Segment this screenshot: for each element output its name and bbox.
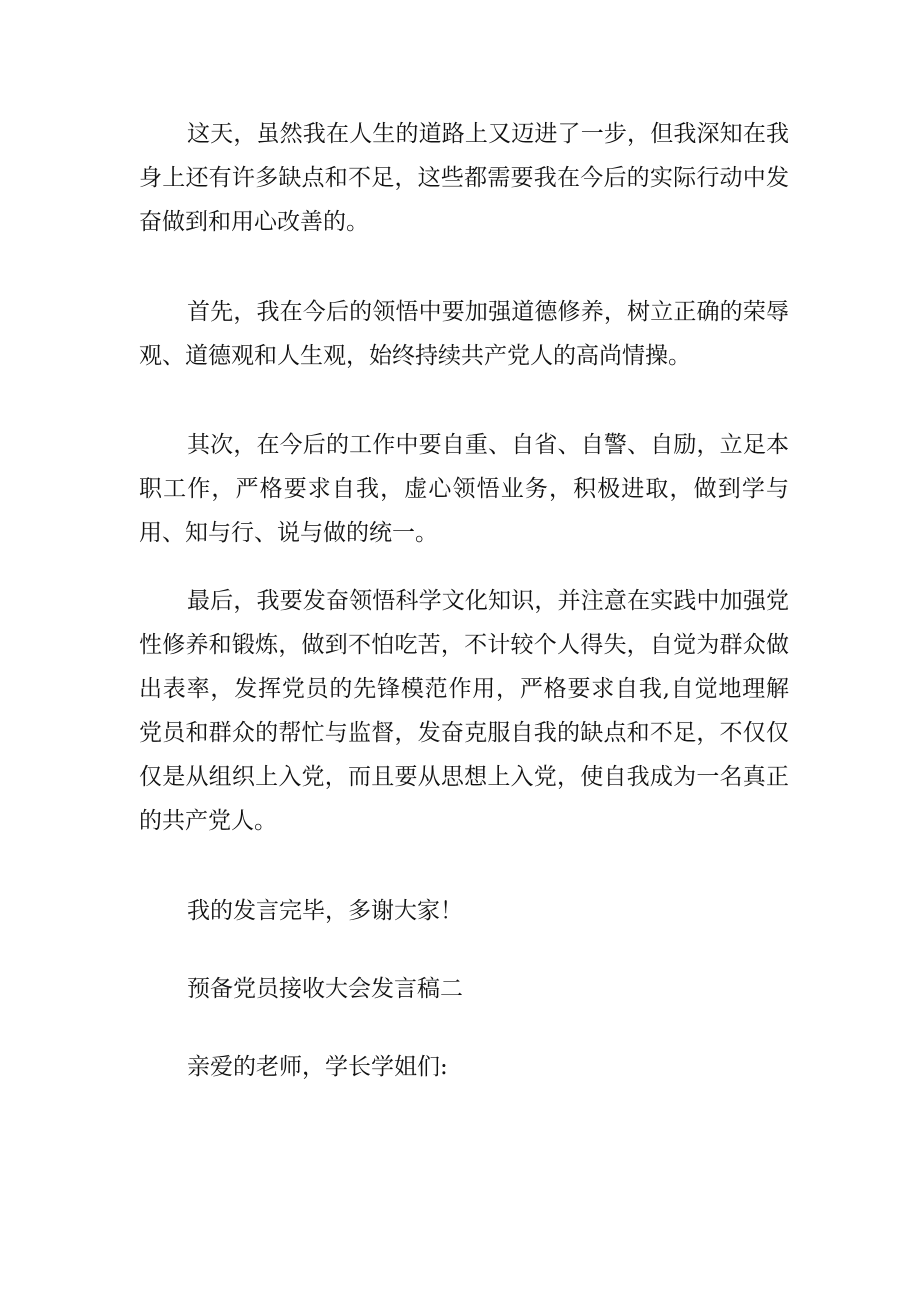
paragraph-first-point: 首先，我在今后的领悟中要加强道德修养，树立正确的荣辱观、道德观和人生观，始终持续共产党人的高尚情操。 — [139, 299, 789, 369]
paragraph-closing-thanks: 我的发言完毕，多谢大家！ — [187, 898, 463, 924]
paragraph-second-point: 其次，在今后的工作中要自重、自省、自警、自励，立足本职工作，严格要求自我，虚心领悟业务，积极进取，做到学与用、知与行、说与做的统一。 — [139, 432, 789, 546]
paragraph-final-point: 最后，我要发奋领悟科学文化知识，并注意在实践中加强党性修养和锻炼，做到不怕吃苦，不计较个人得失，自觉为群众做出表率，发挥党员的先锋模范作用，严格要求自我,自觉地理解党员和群众的帮忙与监督，发奋克服自我的缺点和不足，不仅仅仅是从组织上入党，而且要从思想上入党，使自我成为一名真正的共产党人。 — [139, 588, 789, 834]
section-title: 预备党员接收大会发言稿二 — [187, 976, 463, 1002]
paragraph-opening-reflection: 这天，虽然我在人生的道路上又迈进了一步，但我深知在我身上还有许多缺点和不足，这些都需要我在今后的实际行动中发奋做到和用心改善的。 — [139, 121, 789, 235]
salutation: 亲爱的老师，学长学姐们: — [187, 1054, 448, 1080]
